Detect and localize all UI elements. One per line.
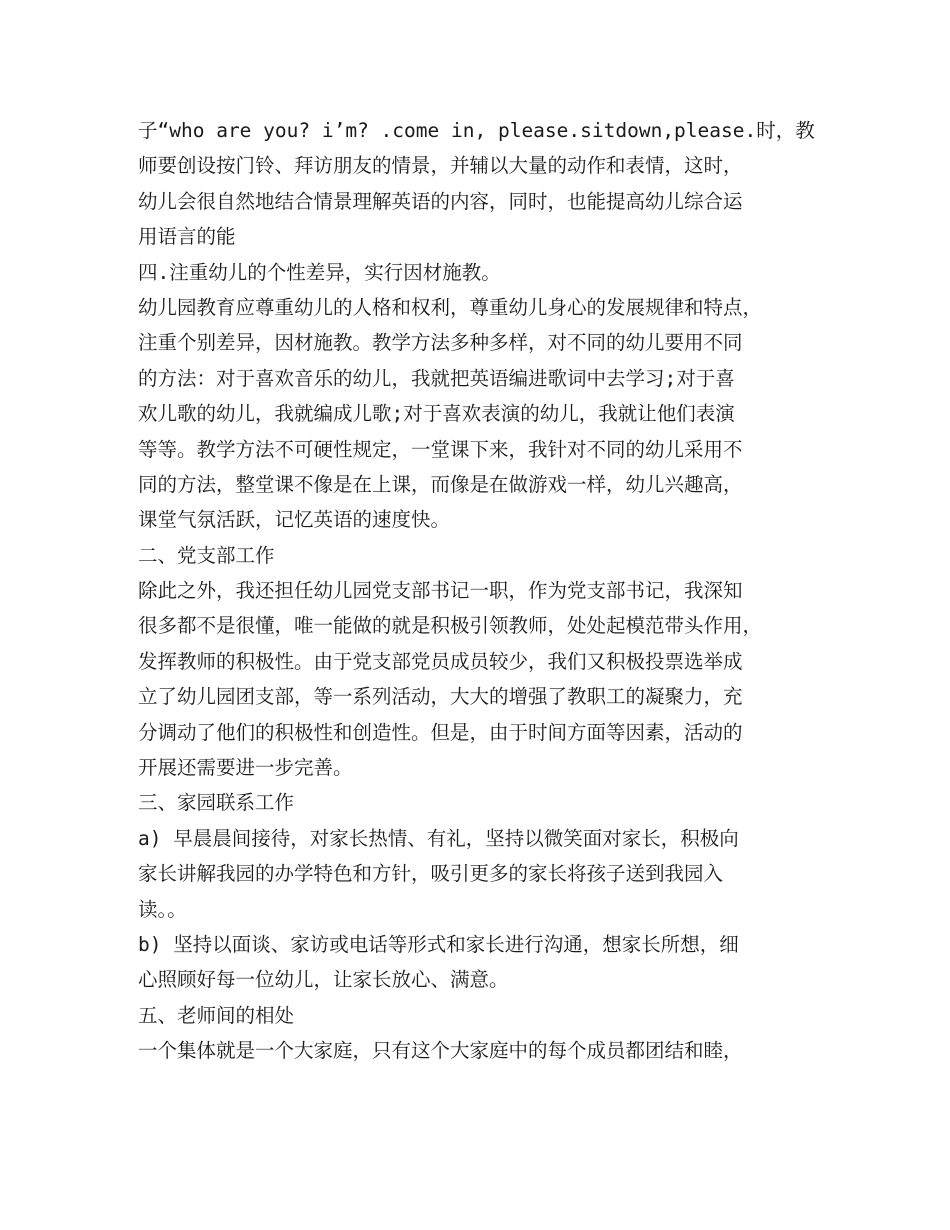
section-heading: 三、家园联系工作 xyxy=(138,791,295,815)
text-line: b) 坚持以面谈、家访或电话等形式和家长进行沟通，想家长所想，细 xyxy=(138,932,739,956)
text-line: 等等。教学方法不可硬性规定，一堂课下来，我针对不同的幼儿采用不 xyxy=(138,437,743,461)
section-heading: 二、党支部工作 xyxy=(138,543,275,567)
document-body xyxy=(138,113,818,1069)
text-line: 子“who are you? i’m? .come in, please.sitdown,please.时，教 xyxy=(138,119,815,142)
text-line: 同的方法，整堂课不像是在上课，而像是在做游戏一样，幼儿兴趣高， xyxy=(138,472,743,496)
text-line: 心照顾好每一位幼儿，让家长放心、满意。 xyxy=(138,968,509,992)
text-line: 除此之外，我还担任幼儿园党支部书记一职，作为党支部书记，我深知 xyxy=(138,579,743,603)
text-line: 一个集体就是一个大家庭，只有这个大家庭中的每个成员都团结和睦， xyxy=(138,1039,743,1063)
text-line: a) 早晨晨间接待，对家长热情、有礼，坚持以微笑面对家长，积极向 xyxy=(138,826,739,850)
text-line: 发挥教师的积极性。由于党支部党员成员较少，我们又积极投票选举成 xyxy=(138,649,743,673)
text-line: 课堂气氛活跃，记忆英语的速度快。 xyxy=(138,508,451,532)
section-heading: 五、老师间的相处 xyxy=(138,1003,295,1027)
text-line: 幼儿园教育应尊重幼儿的人格和权利，尊重幼儿身心的发展规律和特点， xyxy=(138,295,763,319)
text-line: 欢儿歌的幼儿，我就编成儿歌;对于喜欢表演的幼儿，我就让他们表演 xyxy=(138,402,735,426)
text-line: 的方法：对于喜欢音乐的幼儿，我就把英语编进歌词中去学习;对于喜 xyxy=(138,366,735,390)
text-line: 用语言的能 xyxy=(138,225,236,249)
text-line: 立了幼儿园团支部，等一系列活动，大大的增强了教职工的凝聚力，充 xyxy=(138,685,743,709)
text-line: 很多都不是很懂，唯一能做的就是积极引领教师，处处起模范带头作用， xyxy=(138,614,763,638)
section-heading: 四.注重幼儿的个性差异，实行因材施教。 xyxy=(138,260,501,284)
text-line: 读。。 xyxy=(138,897,187,921)
text-line: 注重个别差异，因材施教。教学方法多种多样，对不同的幼儿要用不同 xyxy=(138,331,743,355)
text-line: 分调动了他们的积极性和创造性。但是，由于时间方面等因素，活动的 xyxy=(138,720,743,744)
text-line: 幼儿会很自然地结合情景理解英语的内容，同时，也能提高幼儿综合运 xyxy=(138,189,743,213)
text-line: 师要创设按门铃、拜访朋友的情景，并辅以大量的动作和表情，这时， xyxy=(138,154,743,178)
text-line: 家长讲解我园的办学特色和方针，吸引更多的家长将孩子送到我园入 xyxy=(138,862,724,886)
text-line: 开展还需要进一步完善。 xyxy=(138,756,353,780)
